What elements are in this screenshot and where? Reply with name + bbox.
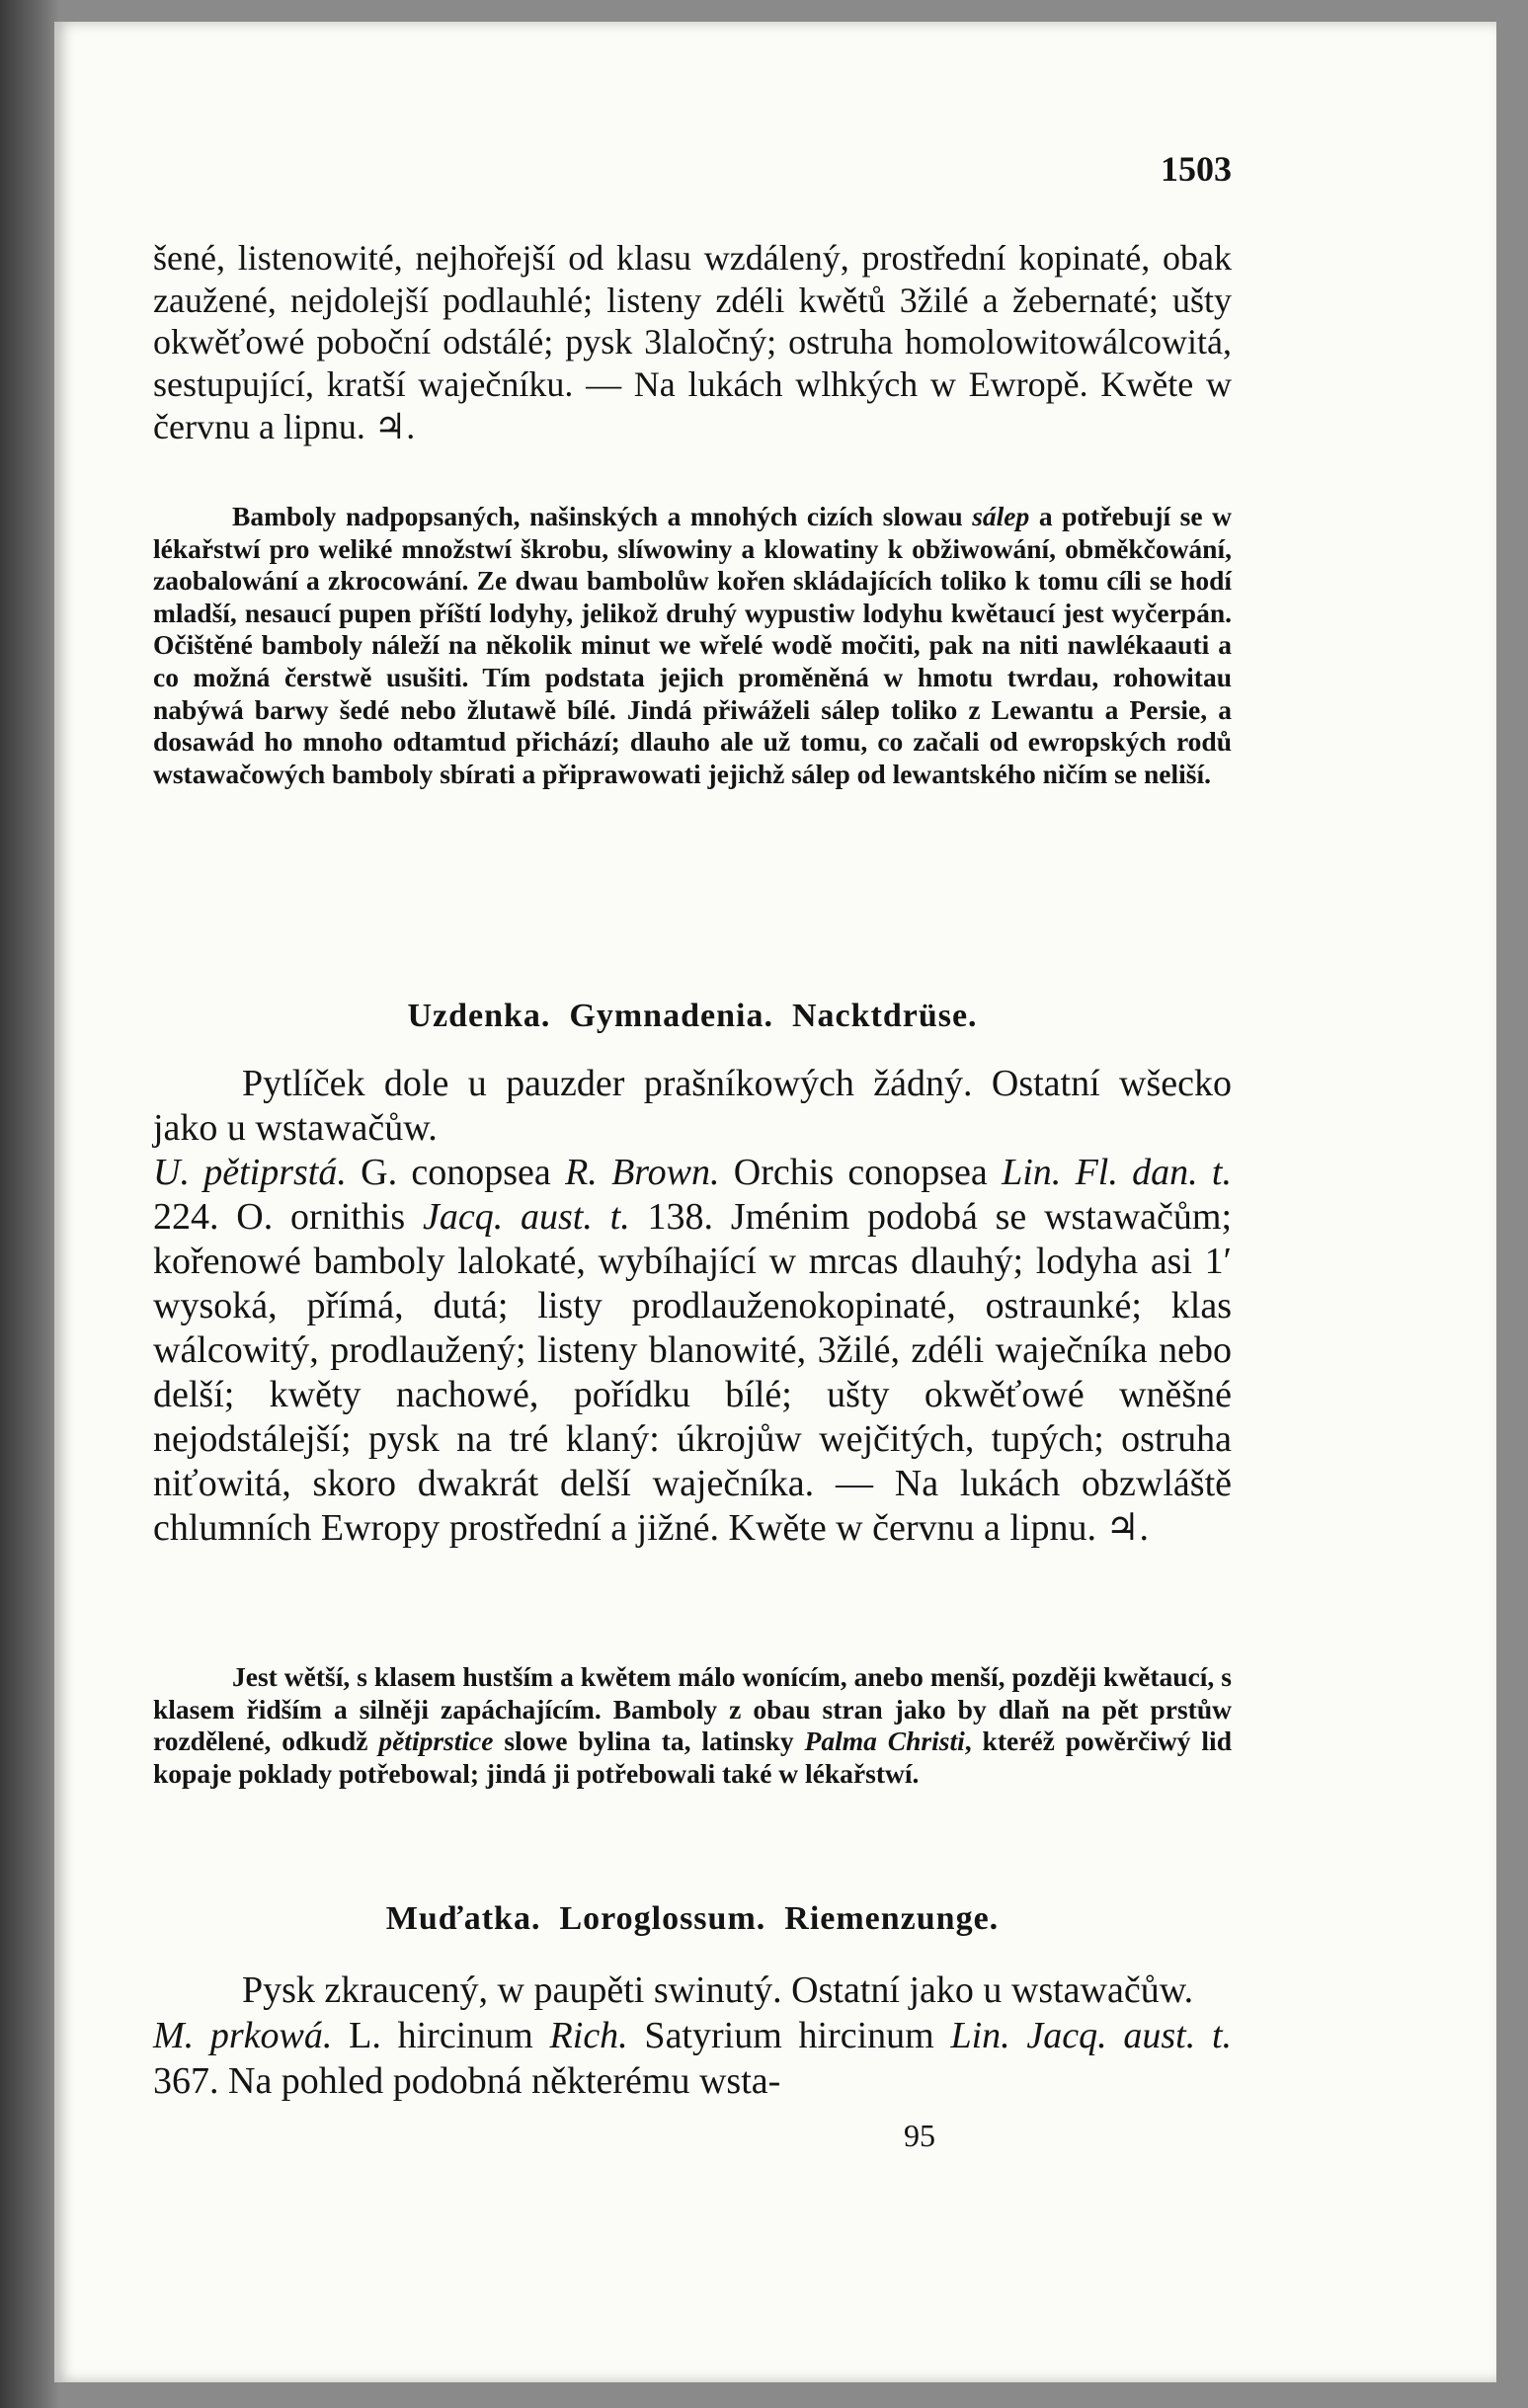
gymnadenia-note xyxy=(153,1661,1232,1790)
author-abbrev: R. Brown. xyxy=(565,1152,720,1193)
genus-heading-uzdenka xyxy=(153,998,1232,1035)
description-continuation xyxy=(153,237,1232,448)
note-text: a potřebují se w lékařstwí pro weliké množstwí škrobu, slíwowiny a klowatiny k obžiwowání, obměkčowání, zaobalowání a zkrocowání. Ze dwau bambolůw kořen skládajících toliko k tomu cíli se hodí mladší, nesaucí pupen příští lodyhy, jelikož druhý wypustiw lodyhu kwětaucí jest wyčerpán. Očištěné bamboly náleží na několik minut we wřelé wodě močiti, pak na niti nawlékaauti a co možná čerstwě usušiti. Tím podstata jejich proměněná w hmotu twrdau, rohowitau nabýwá barwy šedé nebo žlutawě bílé. Jindá přiwáželi sálep toliko z Lewantu a Persie, a dosawád ho mnoho odtamtud přichází; dlauho ale už tomu, co začali od ewropských rodů wstawačowých bamboly sbírati a připrawowati jejichž sálep od lewantského ničím se neliší. xyxy=(153,501,1232,789)
genus-name-german: Nacktdrüse. xyxy=(791,998,978,1034)
note-text: , kteréž powěrčiwý lid kopaje poklady potřebowal; jindá ji potřebowali také w lékařstwí. xyxy=(153,1726,1232,1789)
genus-name-czech: Muďatka. xyxy=(385,1900,541,1937)
note-term: Palma Christi xyxy=(804,1726,965,1757)
reference-abbrev: Lin. Fl. dan. t. xyxy=(1002,1152,1232,1193)
note-text: Bamboly nadpopsaných, našinských a mnohých cizích slowau xyxy=(232,501,973,531)
note-term-salep: sálep xyxy=(972,501,1030,531)
species-name-czech: U. pětiprstá. xyxy=(153,1152,347,1193)
species-text: L. hircinum xyxy=(332,2015,550,2056)
genus-name-czech: Uzdenka. xyxy=(407,998,551,1034)
species-name-czech: M. prkowá. xyxy=(153,2015,333,2056)
gymnadenia-section xyxy=(153,1062,1232,1551)
species-text: Orchis conopsea xyxy=(719,1152,1003,1193)
page-number: 1503 xyxy=(1161,149,1232,189)
reference-abbrev: Lin. Jacq. aust. t. xyxy=(950,2015,1233,2056)
note-term: pětiprstice xyxy=(378,1726,494,1757)
book-page xyxy=(54,22,1496,2382)
genus-heading-mudatka xyxy=(153,1900,1232,1938)
note-text: Jest wětší, s klasem hustším a kwětem málo wonícím, anebo menší, později kwětaucí, s klasem řidším a silněji zapáchajícím. Bamboly z obau stran jako by dlaň na pět prstůw rozdělené, odkudž xyxy=(153,1661,1232,1757)
reference-abbrev: Jacq. aust. t. xyxy=(422,1196,630,1238)
genus-name-german: Riemenzunge. xyxy=(784,1900,1000,1937)
salep-note xyxy=(153,501,1232,790)
genus-description: Pytlíček dole u pauzder prašníkowých žádný. Ostatní wšecko jako u wstawačůw. xyxy=(153,1063,1232,1149)
note-text: slowe bylina ta, latinsky xyxy=(493,1726,805,1757)
loroglossum-section xyxy=(153,1967,1232,2104)
species-description: 367. Na pohled podobná některému wsta- xyxy=(153,2060,781,2102)
species-description: 138. Jménim podobá se wstawačům; kořenowé bamboly lalokaté, wybíhající w mrcas dlauhý; lodyha asi 1′ wysoká, přímá, dutá; listy prodlauženokopinaté, ostraunké; klas wálcowitý, prodlaužený; listeny blanowité, 3žilé, zdéli waječníka nebo delší; kwěty nachowé, pořídku bílé; ušty okwěťowé wněšné nejodstálejší; pysk na tré klaný: úkrojůw wejčitých, tupých; ostruha niťowitá, skoro dwakrát delší waječníka. — Na lukách obzwláště chlumních Ewropy prostřední a jižné. Kwěte w červnu a lipnu. ♃. xyxy=(153,1196,1233,1549)
signature-mark: 95 xyxy=(904,2118,935,2153)
species-text: G. conopsea xyxy=(346,1152,566,1193)
author-abbrev: Rich. xyxy=(549,2015,628,2056)
species-text: 224. O. ornithis xyxy=(153,1196,423,1238)
species-text: Satyrium hircinum xyxy=(627,2015,951,2056)
description-text: šené, listenowité, nejhořejší od klasu wzdálený, prostřední kopinaté, obak zaužené, nejdolejší podlauhlé; listeny zdéli kwětů 3žilé a žebernaté; ušty okwěťowé poboční odstálé; pysk 3laločný; ostruha homolowitowálcowitá, sestupující, kratší waječníku. — Na lukách wlhkých w Ewropě. Kwěte w červnu a lipnu. ♃. xyxy=(153,238,1232,446)
genus-name-latin: Loroglossum. xyxy=(559,1900,766,1937)
genus-name-latin: Gymnadenia. xyxy=(569,998,773,1034)
genus-description: Pysk zkraucený, w paupěti swinutý. Ostatní jako u wstawačůw. xyxy=(242,1969,1194,2011)
